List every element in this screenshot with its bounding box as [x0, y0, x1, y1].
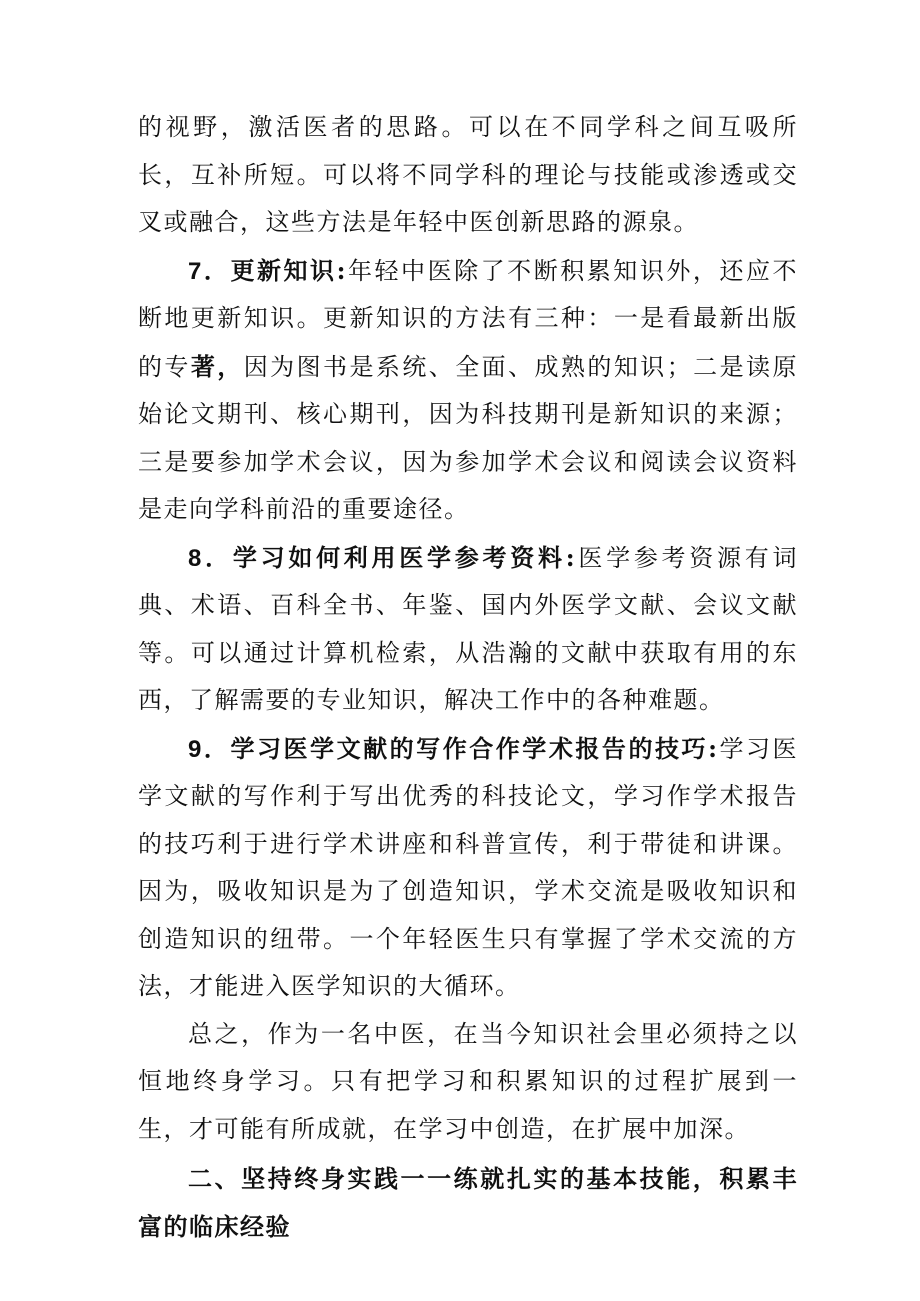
paragraph-text: 的视野，激活医者的思路。可以在不同学科之间互吸所长，互补所短。可以将不同学科的理论与技能或渗透或交叉或融合，这些方法是年轻中医创新思路的源泉。	[138, 113, 798, 236]
item-body-bold: 著，	[190, 351, 244, 381]
section-heading	[138, 1155, 798, 1250]
paragraph-continued	[138, 104, 798, 247]
summary-text: 总之，作为一名中医，在当今知识社会里必须持之以恒地终身学习。只有把学习和积累知识的过程扩展到一生，才可能有所成就，在学习中创造，在扩展中加深。	[138, 1019, 798, 1143]
item-separator: ．	[202, 733, 231, 763]
item-body: 年轻中医除了不断积累知识外，还应不断地更新知识。更新知识的方法有三种：一是看最新出版的专	[138, 256, 799, 381]
item-colon: :	[565, 542, 577, 572]
item-heading: 学习如何利用医学参考资料	[232, 542, 566, 572]
document-page	[138, 104, 798, 1250]
item-number: 9	[188, 735, 203, 763]
item-colon: :	[336, 255, 347, 285]
paragraph-item-8	[138, 534, 798, 725]
item-heading: 学习医学文献的写作合作学术报告的技巧	[230, 733, 709, 763]
paragraph-item-9	[138, 725, 798, 1011]
paragraph-item-7	[138, 247, 798, 534]
item-number: 8	[188, 544, 203, 572]
item-body: 医学参考资源有词典、术语、百科全书、年鉴、国内外医学文献、会议文献等。可以通过计算机检索，从浩瀚的文献中获取有用的东西，了解需要的专业知识，解决工作中的各种难题。	[138, 543, 799, 714]
section-heading-text: 二、坚持终身实践一一练就扎实的基本技能，积累丰富的临床经验	[138, 1164, 798, 1241]
item-body: 学习医学文献的写作利于写出优秀的科技论文，学习作学术报告的技巧利于进行学术讲座和科普宣传，利于带徒和讲课。因为，吸收知识是为了创造知识，学术交流是吸收知识和创造知识的纽带。一个年轻医生只有掌握了学术交流的方法，才能进入医学知识的大循环。	[138, 734, 799, 1000]
item-body-tail: 因为图书是系统、全面、成熟的知识；二是读原始论文期刊、核心期刊，因为科技期刊是新知识的来源；三是要参加学术会议，因为参加学术会议和阅读会议资料是走向学科前沿的重要途径。	[138, 352, 798, 523]
item-colon: :	[708, 733, 719, 763]
item-number: 7	[188, 257, 203, 285]
item-separator: ．	[202, 255, 231, 285]
item-heading: 更新知识	[230, 255, 337, 285]
paragraph-summary	[138, 1011, 798, 1154]
item-separator: ．	[202, 542, 233, 572]
